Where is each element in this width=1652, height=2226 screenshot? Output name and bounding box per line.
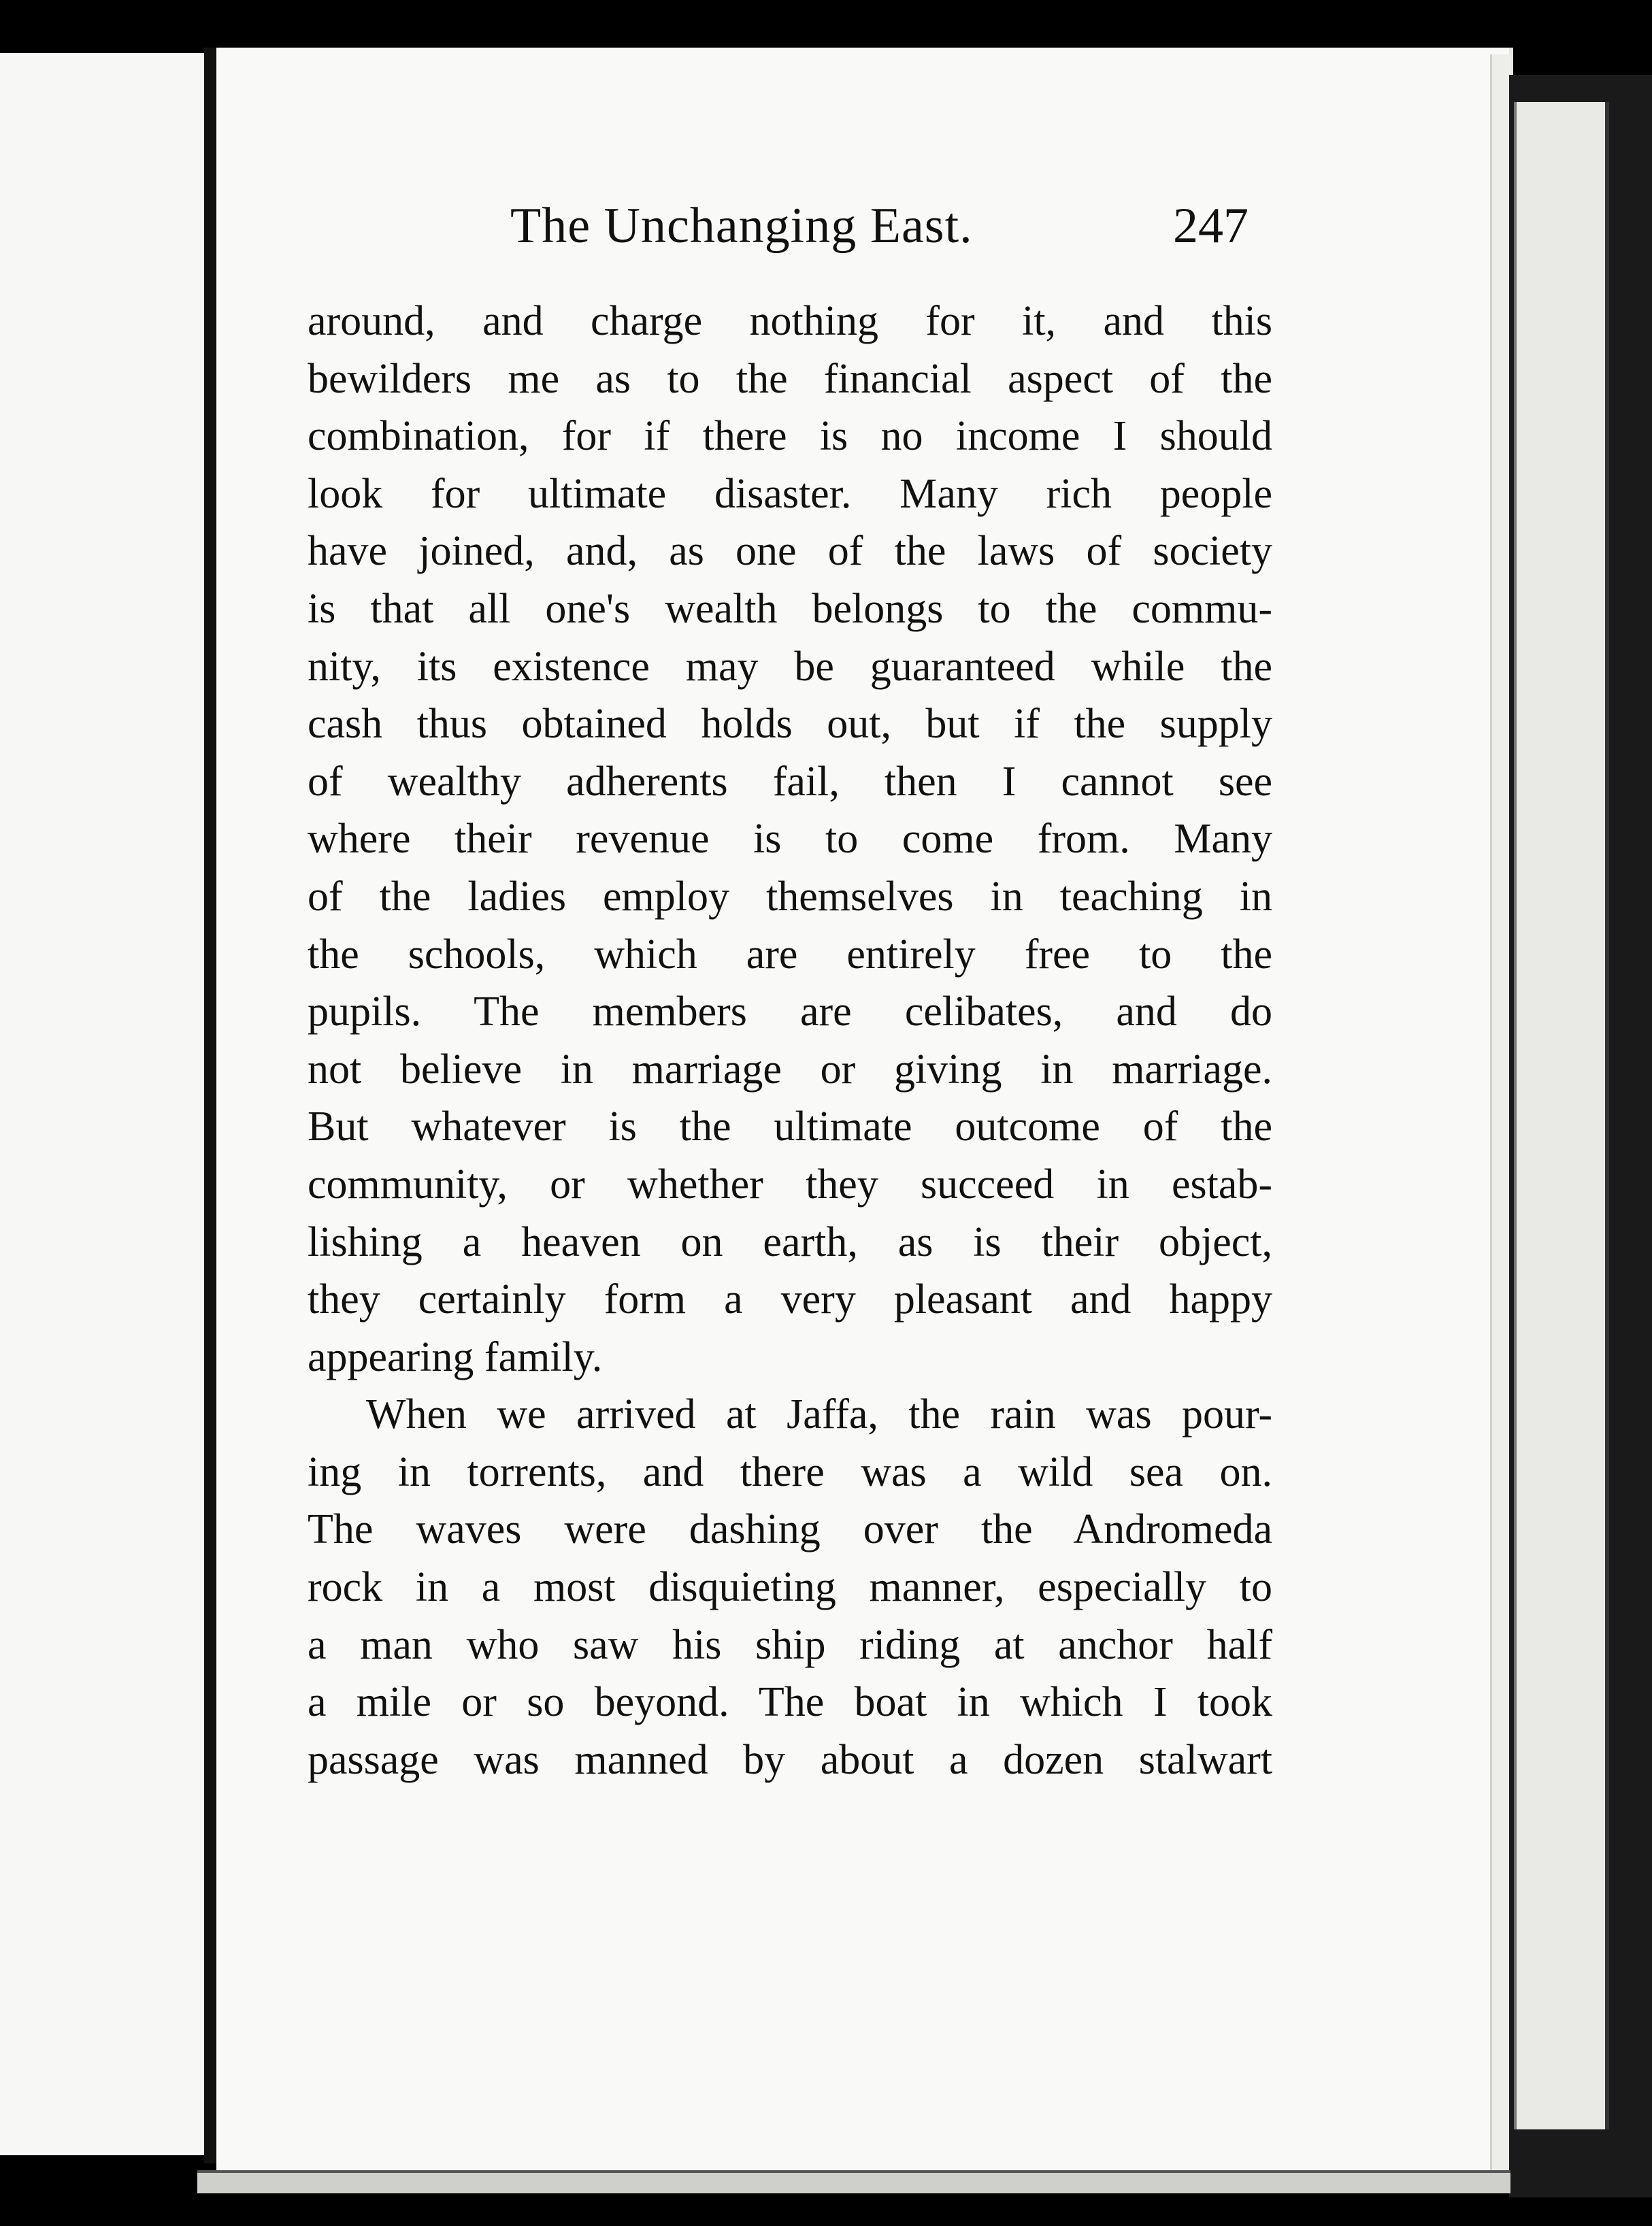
text-line: a man who saw his ship riding at anchor half [308,1621,1272,1668]
book-gutter [204,48,216,2163]
text-line: lishing a heaven on earth, as is their object, [308,1218,1272,1265]
text-line: of wealthy adherents fail, then I cannot see [308,758,1272,805]
text-line: The waves were dashing over the Andromeda [308,1506,1272,1553]
text-line-paragraph-start: When we arrived at Jaffa, the rain was pour- [366,1391,1272,1438]
text-line: passage was manned by about a dozen stalwart [308,1736,1272,1783]
text-line: pupils. The members are celibates, and do [308,989,1272,1035]
cover-inner-edge [1514,102,1609,2129]
text-line: cash thus obtained holds out, but if the supply [308,701,1272,748]
text-line: the schools, which are entirely free to the [308,931,1272,978]
text-line: combination, for if there is no income I should [308,413,1272,460]
page-bottom-edge [197,2170,1510,2193]
text-line: have joined, and, as one of the laws of society [308,528,1272,575]
running-title: The Unchanging East. [510,198,973,254]
text-line: nity, its existence may be guaranteed while the [308,643,1272,690]
text-line: ing in torrents, and there was a wild sea on. [308,1448,1272,1495]
text-line: of the ladies employ themselves in teaching in [308,873,1272,920]
text-line: rock in a most disquieting manner, especially to [308,1564,1272,1611]
body-text [308,293,1272,1789]
text-line: is that all one's wealth belongs to the commu- [308,585,1272,632]
page-edge [1490,54,1511,2191]
text-line: But whatever is the ultimate outcome of the [308,1103,1272,1150]
text-line: they certainly form a very pleasant and happy [308,1276,1272,1323]
text-line: around, and charge nothing for it, and this [308,298,1272,344]
running-header [510,197,1259,259]
text-line: look for ultimate disaster. Many rich people [308,470,1272,517]
text-line-paragraph-end: appearing family. [308,1333,603,1380]
text-line: not believe in marriage or giving in marriage. [308,1046,1272,1093]
text-line: bewilders me as to the financial aspect of the [308,355,1272,402]
text-line: a mile or so beyond. The boat in which I took [308,1679,1272,1726]
page-number: 247 [1173,198,1249,254]
text-line: community, or whether they succeed in estab- [308,1161,1272,1208]
text-line: where their revenue is to come from. Many [308,816,1272,863]
left-facing-page [0,53,204,2155]
